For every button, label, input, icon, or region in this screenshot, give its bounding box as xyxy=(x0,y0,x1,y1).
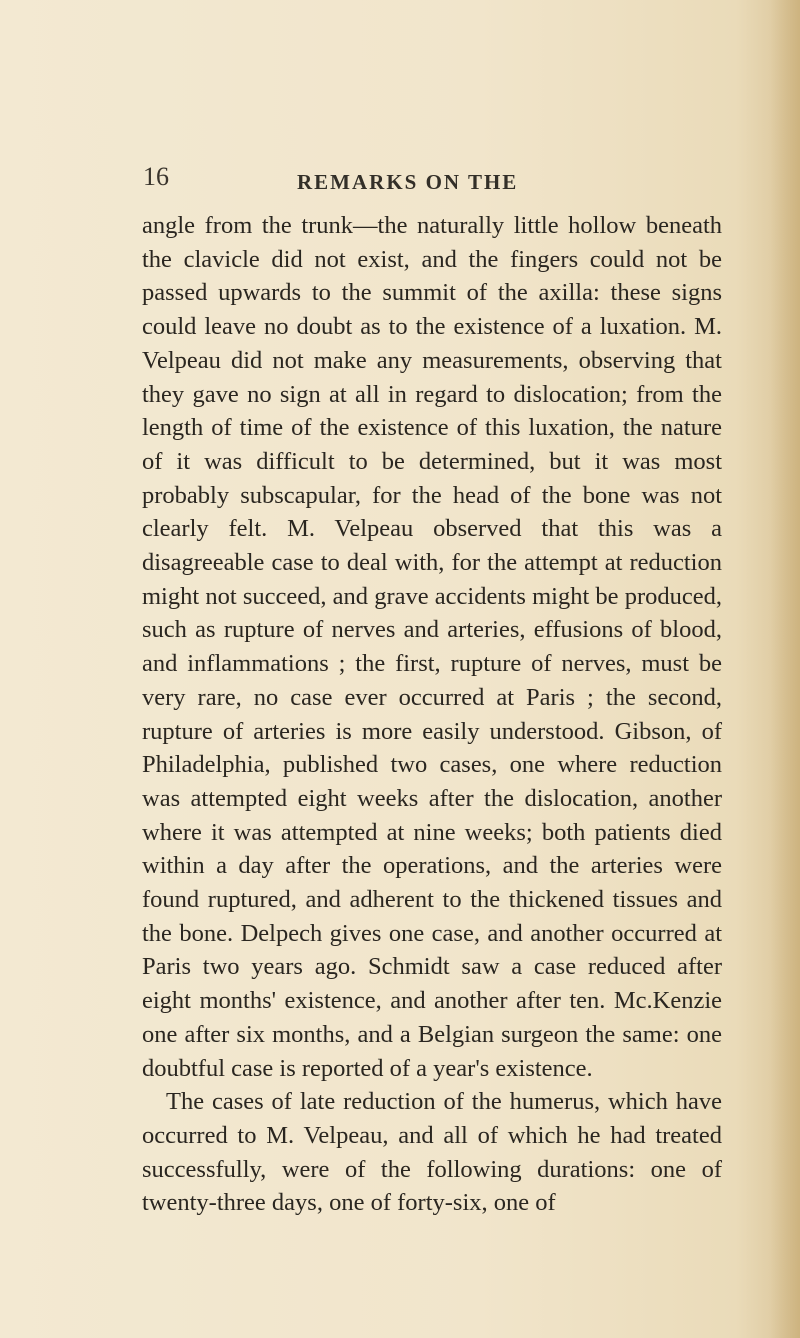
page-edge-shading xyxy=(770,0,800,1338)
running-head: REMARKS ON THE xyxy=(297,170,519,194)
body-text xyxy=(142,209,722,1220)
paragraph-1: angle from the trunk—the naturally little hollow beneath the clavicle did not exist, and the fingers could not be passed upwards to the summit of the axilla: these signs could leave no doubt as to the existence of a luxation. M. Velpeau did not make any measurements, observing that they gave no sign at all in regard to dislocation; from the length of time of the existence of this luxation, the nature of it was difficult to be determined, but it was most probably subscapular, for the head of the bone was not clearly felt. M. Velpeau observed that this was a disagreeable case to deal with, for the attempt at reduction might not succeed, and grave accidents might be produced, such as rupture of nerves and arteries, effusions of blood, and inflammations ; the first, rupture of nerves, must be very rare, no case ever occurred at Paris ; the second, rupture of arteries is more easily understood. Gibson, of Philadelphia, published two cases, one where reduction was attempted eight weeks after the dislocation, another where it was attempted at nine weeks; both patients died within a day after the operations, and the arteries were found ruptured, and adherent to the thickened tissues and the bone. Delpech gives one case, and another occurred at Paris two years ago. Schmidt saw a case reduced after eight months' existence, and another after ten. Mc.Kenzie one after six months, and a Belgian surgeon the same: one doubtful case is reported of a year's existence. xyxy=(142,212,722,1082)
page-number: 16 xyxy=(143,162,169,191)
paragraph-2: The cases of late reduction of the humerus, which have occurred to M. Velpeau, and all of which he had treated successfully, were of the following durations: one of twenty-three days, one of forty-six, one of xyxy=(142,1088,722,1217)
